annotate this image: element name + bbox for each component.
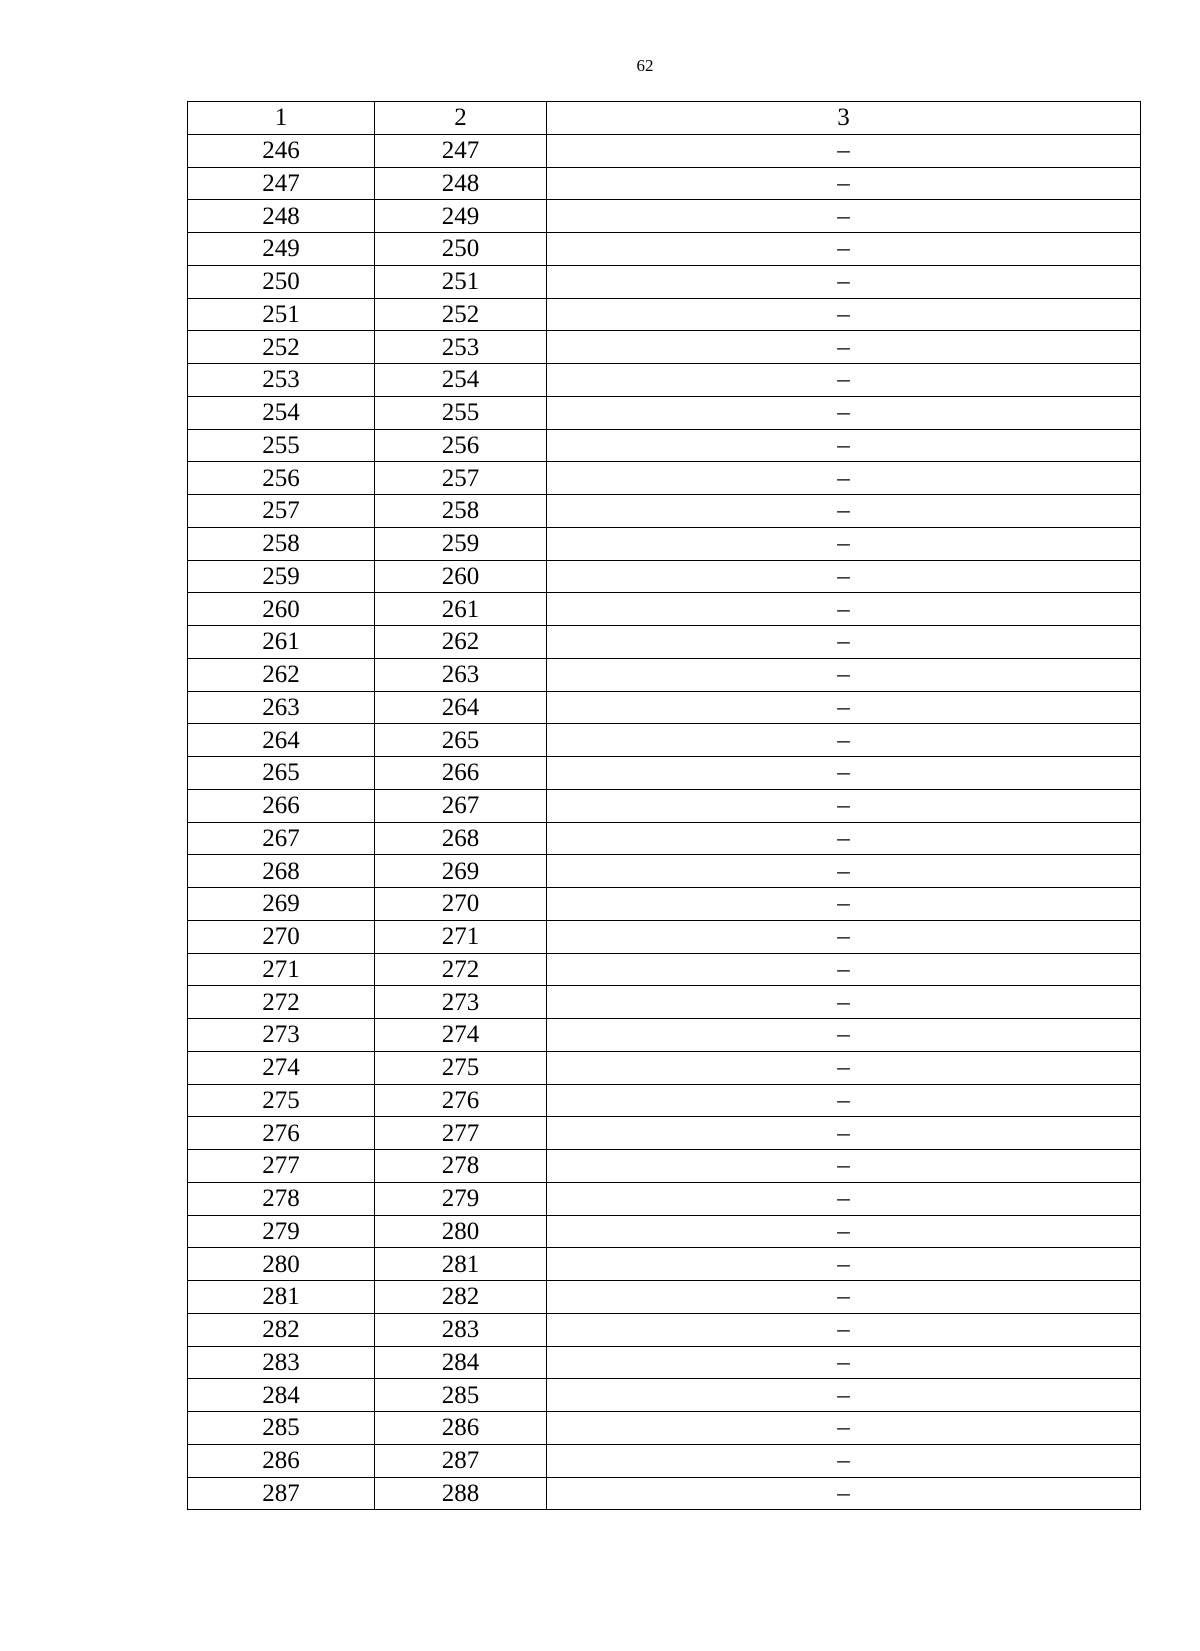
table-cell-col3: –: [547, 1248, 1141, 1281]
table-cell-col2: 279: [375, 1182, 547, 1215]
table-cell-col1: 264: [188, 724, 375, 757]
table-cell-col2: 265: [375, 724, 547, 757]
table-row: [188, 1313, 1141, 1346]
table-row: [188, 953, 1141, 986]
table-cell-col2: 276: [375, 1084, 547, 1117]
table-row: [188, 789, 1141, 822]
table-cell-col3: –: [547, 265, 1141, 298]
table-cell-col3: –: [547, 1281, 1141, 1314]
table-cell-col2: 263: [375, 658, 547, 691]
table-cell-col1: 280: [188, 1248, 375, 1281]
table-cell-col3: –: [547, 593, 1141, 626]
table-cell-col1: 271: [188, 953, 375, 986]
table-cell-col2: 264: [375, 691, 547, 724]
table-cell-col2: 269: [375, 855, 547, 888]
table-row: [188, 167, 1141, 200]
table-row: [188, 822, 1141, 855]
table-cell-col3: –: [547, 789, 1141, 822]
table-row: [188, 986, 1141, 1019]
table-cell-col2: 256: [375, 429, 547, 462]
table-cell-col2: 253: [375, 331, 547, 364]
table-cell-col3: –: [547, 495, 1141, 528]
table-cell-col3: –: [547, 1477, 1141, 1510]
table-cell-col1: 255: [188, 429, 375, 462]
table-cell-col1: 272: [188, 986, 375, 1019]
table-body: [188, 134, 1141, 1510]
table-cell-col3: –: [547, 1412, 1141, 1445]
table-row: [188, 658, 1141, 691]
table-cell-col3: –: [547, 298, 1141, 331]
table-row: [188, 265, 1141, 298]
table-cell-col1: 249: [188, 233, 375, 266]
column-header-1: 1: [188, 102, 375, 135]
table-row: [188, 1084, 1141, 1117]
table-cell-col1: 256: [188, 462, 375, 495]
table-cell-col1: 276: [188, 1117, 375, 1150]
table-cell-col3: –: [547, 1379, 1141, 1412]
table-cell-col3: –: [547, 658, 1141, 691]
table-row: [188, 1051, 1141, 1084]
table-row: [188, 626, 1141, 659]
table-cell-col2: 274: [375, 1019, 547, 1052]
table-cell-col3: –: [547, 429, 1141, 462]
table-cell-col3: –: [547, 920, 1141, 953]
table-cell-col3: –: [547, 396, 1141, 429]
table-cell-col2: 271: [375, 920, 547, 953]
table-cell-col3: –: [547, 527, 1141, 560]
table-cell-col3: –: [547, 134, 1141, 167]
table-cell-col1: 267: [188, 822, 375, 855]
table-row: [188, 1379, 1141, 1412]
table-cell-col1: 282: [188, 1313, 375, 1346]
table-cell-col1: 258: [188, 527, 375, 560]
table-row: [188, 691, 1141, 724]
table-cell-col3: –: [547, 1117, 1141, 1150]
table-cell-col3: –: [547, 1346, 1141, 1379]
table-cell-col3: –: [547, 331, 1141, 364]
table-cell-col2: 259: [375, 527, 547, 560]
table-row: [188, 364, 1141, 397]
table-cell-col2: 282: [375, 1281, 547, 1314]
table-row: [188, 134, 1141, 167]
table-row: [188, 1248, 1141, 1281]
table-cell-col2: 283: [375, 1313, 547, 1346]
table-row: [188, 560, 1141, 593]
table-row: [188, 233, 1141, 266]
table-cell-col1: 270: [188, 920, 375, 953]
table-cell-col3: –: [547, 757, 1141, 790]
table-cell-col1: 252: [188, 331, 375, 364]
table-cell-col2: 260: [375, 560, 547, 593]
table-cell-col3: –: [547, 888, 1141, 921]
table-cell-col1: 286: [188, 1444, 375, 1477]
table-cell-col1: 287: [188, 1477, 375, 1510]
table-cell-col1: 275: [188, 1084, 375, 1117]
table-cell-col3: –: [547, 691, 1141, 724]
table-cell-col2: 248: [375, 167, 547, 200]
table-cell-col2: 261: [375, 593, 547, 626]
table-cell-col1: 251: [188, 298, 375, 331]
table-row: [188, 429, 1141, 462]
table-cell-col3: –: [547, 462, 1141, 495]
table-cell-col3: –: [547, 560, 1141, 593]
table-row: [188, 1117, 1141, 1150]
table-row: [188, 1019, 1141, 1052]
table-cell-col2: 286: [375, 1412, 547, 1445]
table-cell-col1: 262: [188, 658, 375, 691]
table-cell-col1: 260: [188, 593, 375, 626]
table-row: [188, 1281, 1141, 1314]
table-cell-col3: –: [547, 1150, 1141, 1183]
table-cell-col1: 274: [188, 1051, 375, 1084]
table-cell-col2: 288: [375, 1477, 547, 1510]
table-cell-col2: 254: [375, 364, 547, 397]
table-row: [188, 462, 1141, 495]
table-row: [188, 757, 1141, 790]
table-row: [188, 855, 1141, 888]
table-cell-col3: –: [547, 364, 1141, 397]
table-cell-col1: 246: [188, 134, 375, 167]
table-row: [188, 1215, 1141, 1248]
table-cell-col2: 281: [375, 1248, 547, 1281]
table-cell-col1: 263: [188, 691, 375, 724]
table-cell-col3: –: [547, 200, 1141, 233]
table-row: [188, 920, 1141, 953]
table-cell-col1: 257: [188, 495, 375, 528]
table-row: [188, 593, 1141, 626]
table-cell-col1: 268: [188, 855, 375, 888]
table-cell-col3: –: [547, 1051, 1141, 1084]
page-number: 62: [636, 56, 654, 75]
table-cell-col3: –: [547, 1444, 1141, 1477]
table-cell-col2: 280: [375, 1215, 547, 1248]
table-cell-col1: 259: [188, 560, 375, 593]
table-row: [188, 1182, 1141, 1215]
table-row: [188, 200, 1141, 233]
table-cell-col3: –: [547, 822, 1141, 855]
table-cell-col1: 261: [188, 626, 375, 659]
table-cell-col2: 270: [375, 888, 547, 921]
table-cell-col1: 247: [188, 167, 375, 200]
table-cell-col1: 283: [188, 1346, 375, 1379]
table-cell-col2: 247: [375, 134, 547, 167]
table-cell-col2: 251: [375, 265, 547, 298]
table-cell-col3: –: [547, 1313, 1141, 1346]
table-row: [188, 1412, 1141, 1445]
data-table: [187, 101, 1141, 1510]
table-cell-col1: 284: [188, 1379, 375, 1412]
table-row: [188, 396, 1141, 429]
table-cell-col2: 273: [375, 986, 547, 1019]
table-row: [188, 724, 1141, 757]
table-cell-col3: –: [547, 724, 1141, 757]
table-cell-col1: 250: [188, 265, 375, 298]
table-row: [188, 298, 1141, 331]
table-cell-col1: 279: [188, 1215, 375, 1248]
table-cell-col2: 287: [375, 1444, 547, 1477]
table-cell-col1: 248: [188, 200, 375, 233]
table-row: [188, 331, 1141, 364]
table-cell-col2: 249: [375, 200, 547, 233]
table-row: [188, 495, 1141, 528]
table-cell-col1: 277: [188, 1150, 375, 1183]
table-cell-col3: –: [547, 855, 1141, 888]
table-cell-col2: 257: [375, 462, 547, 495]
table-header-row: [188, 102, 1141, 135]
table-cell-col2: 255: [375, 396, 547, 429]
table-cell-col2: 278: [375, 1150, 547, 1183]
table-cell-col2: 267: [375, 789, 547, 822]
table-cell-col3: –: [547, 1019, 1141, 1052]
table-cell-col1: 266: [188, 789, 375, 822]
table-cell-col2: 266: [375, 757, 547, 790]
table-row: [188, 1346, 1141, 1379]
table-cell-col3: –: [547, 1215, 1141, 1248]
table-cell-col2: 284: [375, 1346, 547, 1379]
table-cell-col3: –: [547, 953, 1141, 986]
table-cell-col1: 285: [188, 1412, 375, 1445]
table-row: [188, 1444, 1141, 1477]
table-cell-col3: –: [547, 1182, 1141, 1215]
table-cell-col1: 265: [188, 757, 375, 790]
column-header-2: 2: [375, 102, 547, 135]
table-cell-col2: 262: [375, 626, 547, 659]
table-cell-col2: 285: [375, 1379, 547, 1412]
table-cell-col3: –: [547, 233, 1141, 266]
table-cell-col1: 254: [188, 396, 375, 429]
table-cell-col2: 258: [375, 495, 547, 528]
table-cell-col1: 253: [188, 364, 375, 397]
table-cell-col2: 252: [375, 298, 547, 331]
table-cell-col2: 277: [375, 1117, 547, 1150]
table-cell-col1: 273: [188, 1019, 375, 1052]
table-cell-col1: 269: [188, 888, 375, 921]
column-header-3: 3: [547, 102, 1141, 135]
table-row: [188, 1477, 1141, 1510]
table-row: [188, 527, 1141, 560]
table-cell-col2: 275: [375, 1051, 547, 1084]
table-cell-col1: 281: [188, 1281, 375, 1314]
table-row: [188, 1150, 1141, 1183]
table-cell-col1: 278: [188, 1182, 375, 1215]
table-row: [188, 888, 1141, 921]
table-cell-col2: 268: [375, 822, 547, 855]
table-cell-col2: 250: [375, 233, 547, 266]
table-cell-col3: –: [547, 986, 1141, 1019]
table-cell-col2: 272: [375, 953, 547, 986]
table-cell-col3: –: [547, 626, 1141, 659]
table-cell-col3: –: [547, 167, 1141, 200]
table-cell-col3: –: [547, 1084, 1141, 1117]
